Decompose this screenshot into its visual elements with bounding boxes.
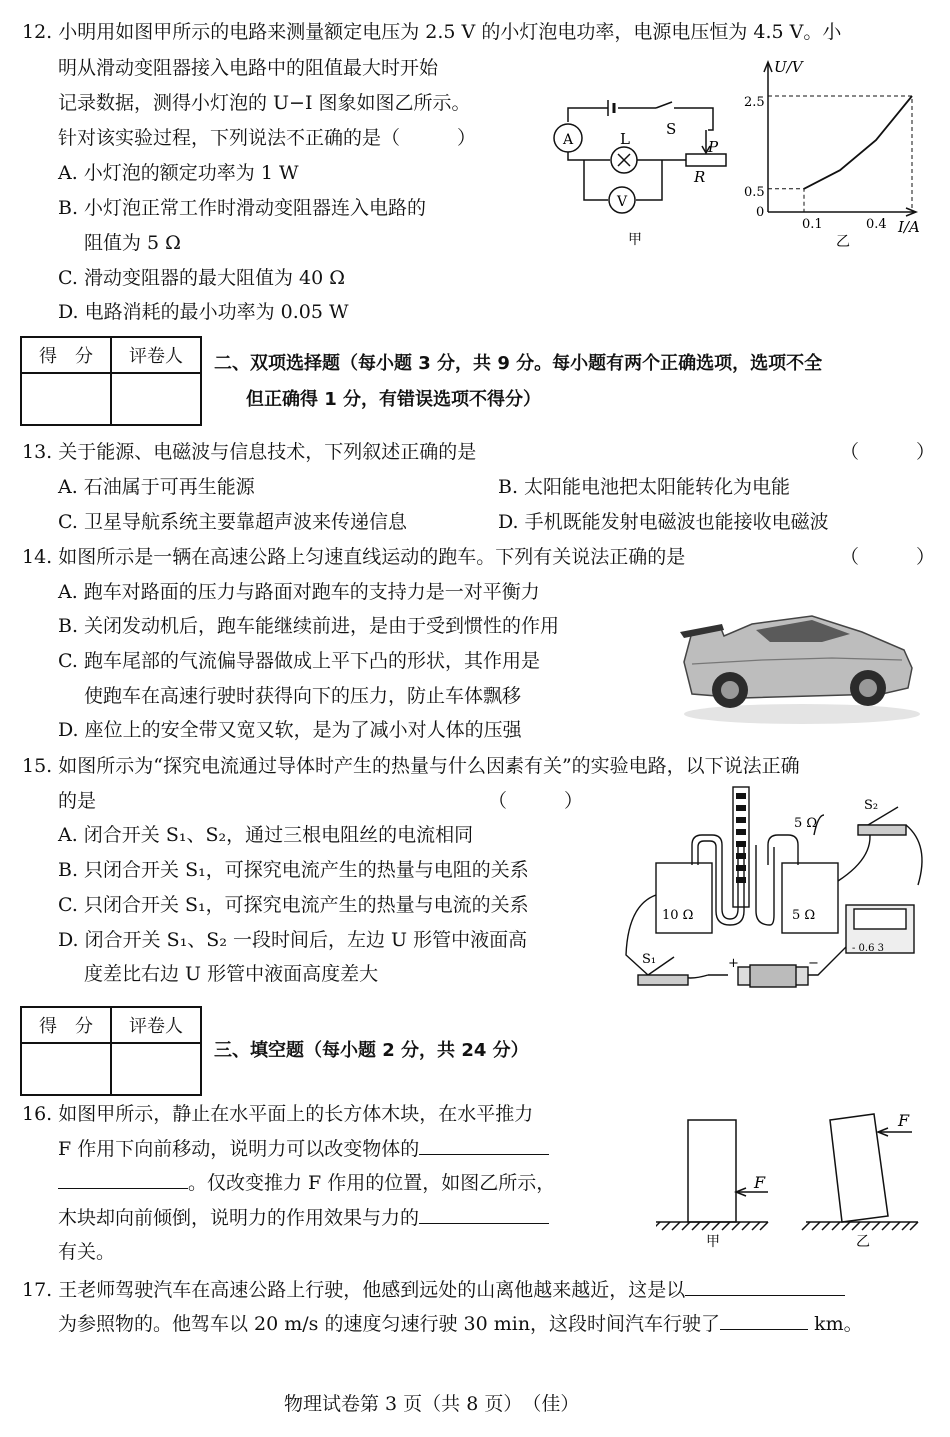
- score-box-section2: [20, 336, 202, 426]
- q16-line5: 有关。: [58, 1241, 116, 1263]
- block-caption-yi: 乙: [856, 1234, 870, 1250]
- score-box-section3: [20, 1006, 202, 1096]
- page-footer: 物理试卷第 3 页（共 8 页） （佳）: [284, 1393, 580, 1415]
- guide-line-high: [768, 96, 912, 212]
- circuit-diagram-jia: [548, 100, 728, 250]
- q16-blank-1-cont[interactable]: [58, 1170, 188, 1189]
- q15-option-a: A. 闭合开关 S₁、S₂，通过三根电阻丝的电流相同: [58, 824, 474, 846]
- grader-cell[interactable]: [111, 373, 201, 425]
- switch-s1-label: S₁: [642, 952, 657, 967]
- x-tick-0-1: 0.1: [802, 217, 823, 232]
- force-label-yi: F: [898, 1111, 910, 1130]
- q17-line2: 为参照物的。他驾车以 20 m/s 的速度匀速行驶 30 min，这段时间汽车行驶了: [58, 1313, 721, 1335]
- q15-option-c: C. 只闭合开关 S₁，可探究电流产生的热量与电流的关系: [58, 894, 529, 916]
- grader-header: 评卷人: [111, 1007, 201, 1043]
- q15-option-b: B. 只闭合开关 S₁，可探究电流产生的热量与电阻的关系: [58, 859, 529, 881]
- heating-experiment-diagram: [618, 785, 938, 995]
- slider-label: P: [708, 138, 719, 156]
- q14-option-d: D. 座位上的安全带又宽又软，是为了减小对人体的压强: [58, 719, 522, 741]
- q13-answer-paren[interactable]: （ ）: [840, 441, 936, 463]
- q16-blank-1[interactable]: [419, 1136, 549, 1155]
- y-tick-2-5: 2.5: [744, 95, 765, 110]
- q17-unit: km。: [814, 1313, 863, 1335]
- q16-line3: 。仅改变推力 F 作用的位置，如图乙所示，: [188, 1172, 556, 1194]
- q12-option-d: D. 电路消耗的最小功率为 0.05 W: [58, 301, 349, 323]
- q16-line2: F 作用下向前移动，说明力可以改变物体的: [58, 1138, 420, 1160]
- ui-curve-line: [804, 96, 912, 189]
- q12-option-c: C. 滑动变阻器的最大阻值为 40 Ω: [58, 267, 345, 289]
- q16-line3-wrap: [58, 1170, 555, 1195]
- q12-option-b-line1: B. 小灯泡正常工作时滑动变阻器连入电路的: [58, 197, 427, 219]
- score-header: 得 分: [21, 337, 111, 373]
- q15-option-d-line1: D. 闭合开关 S₁、S₂ 一段时间后，左边 U 形管中液面高: [58, 929, 528, 951]
- resistor-10-ohm-label: 10 Ω: [662, 908, 694, 923]
- y-tick-0-5: 0.5: [744, 185, 765, 200]
- q12-stem-line4: 针对该实验过程，下列说法不正确的是（ ）: [58, 127, 477, 149]
- q14-option-c-line2: 使跑车在高速行驶时获得向下的压力，防止车体飘移: [84, 685, 522, 707]
- q14-option-a: A. 跑车对路面的压力与路面对跑车的支持力是一对平衡力: [58, 581, 540, 603]
- q14-option-b: B. 关闭发动机后，跑车能继续前进，是由于受到惯性的作用: [58, 615, 560, 637]
- q14-stem: 14. 如图所示是一辆在高速公路上匀速直线运动的跑车。下列有关说法正确的是: [22, 546, 686, 568]
- switch-label: S: [666, 120, 677, 138]
- resistor-5-ohm-out-label: 5 Ω: [794, 816, 818, 831]
- voltmeter-label: V: [617, 194, 628, 210]
- x-axis-label: I/A: [898, 218, 920, 236]
- circuit-caption: 甲: [628, 232, 642, 248]
- force-label-jia: F: [754, 1173, 766, 1192]
- q13-option-a: A. 石油属于可再生能源: [58, 476, 255, 498]
- q13-option-d: D. 手机既能发射电磁波也能接收电磁波: [498, 511, 829, 533]
- switch-s2-label: S₂: [864, 798, 879, 813]
- q16-blank-2[interactable]: [419, 1205, 549, 1224]
- grader-cell[interactable]: [111, 1043, 201, 1095]
- graph-caption: 乙: [836, 234, 850, 250]
- q15-option-d-line2: 度差比右边 U 形管中液面高度差大: [84, 963, 379, 985]
- q16-line4-wrap: [58, 1205, 549, 1230]
- ammeter-terminal-label: - 0.6 3: [852, 943, 885, 954]
- y-axis-label: U/V: [774, 58, 803, 76]
- q17-line2-wrap: [58, 1311, 863, 1336]
- score-header: 得 分: [21, 1007, 111, 1043]
- q14-option-c-line1: C. 跑车尾部的气流偏导器做成上平下凸的形状，其作用是: [58, 650, 540, 672]
- q12-stem-line2: 明从滑动变阻器接入电路中的阻值最大时开始: [58, 57, 439, 79]
- q12-stem-line3: 记录数据，测得小灯泡的 U−I 图象如图乙所示。: [58, 92, 471, 114]
- score-cell[interactable]: [21, 1043, 111, 1095]
- q14-answer-paren[interactable]: （ ）: [840, 546, 936, 568]
- q16-line2-wrap: [58, 1136, 549, 1161]
- lamp-label: L: [620, 130, 630, 148]
- grader-header: 评卷人: [111, 337, 201, 373]
- sports-car-image: [672, 602, 922, 726]
- q17-line1: 17. 王老师驾驶汽车在高速公路上行驶，他感到远处的山离他越来越近，这是以: [22, 1279, 686, 1301]
- section2-title-line1: 二、双项选择题（每小题 3 分，共 9 分。每小题有两个正确选项，选项不全: [214, 353, 823, 374]
- q13-option-c: C. 卫星导航系统主要靠超声波来传递信息: [58, 511, 407, 533]
- q15-answer-paren[interactable]: （ ）: [488, 790, 584, 812]
- q17-blank-1[interactable]: [685, 1277, 845, 1296]
- ui-graph-yi: [738, 54, 938, 254]
- rheostat-label: R: [694, 168, 706, 186]
- section3-title: 三、填空题（每小题 2 分，共 24 分）: [214, 1040, 529, 1061]
- q12-option-a: A. 小灯泡的额定功率为 1 W: [58, 162, 299, 184]
- battery-plus-label: +: [728, 956, 739, 971]
- q17-blank-2[interactable]: [720, 1311, 808, 1330]
- q13-option-b: B. 太阳能电池把太阳能转化为电能: [498, 476, 791, 498]
- block-push-diagram: [656, 1104, 926, 1254]
- block-caption-jia: 甲: [706, 1234, 720, 1250]
- q15-stem-line1: 15. 如图所示为“探究电流通过导体时产生的热量与什么因素有关”的实验电路，以下说法正确: [22, 755, 800, 777]
- origin-label: 0: [756, 205, 765, 220]
- q17-line1-wrap: [22, 1277, 845, 1302]
- guide-line-low: [768, 189, 804, 212]
- ammeter-label: A: [563, 132, 574, 148]
- resistor-5-ohm-in-label: 5 Ω: [792, 908, 816, 923]
- section2-title-line2: 但正确得 1 分，有错误选项不得分）: [246, 389, 542, 410]
- score-cell[interactable]: [21, 373, 111, 425]
- x-tick-0-4: 0.4: [866, 217, 887, 232]
- q16-line4: 木块却向前倾倒，说明力的作用效果与力的: [58, 1207, 420, 1229]
- q15-stem-line2: 的是: [58, 790, 97, 812]
- q12-option-b-line2: 阻值为 5 Ω: [84, 232, 181, 254]
- q16-line1: 16. 如图甲所示，静止在水平面上的长方体木块，在水平推力: [22, 1103, 534, 1125]
- q12-stem-line1: 12. 小明用如图甲所示的电路来测量额定电压为 2.5 V 的小灯泡电功率，电源电压恒为 4.5 V。小: [22, 21, 842, 43]
- q13-stem: 13. 关于能源、电磁波与信息技术，下列叙述正确的是: [22, 441, 477, 463]
- battery-minus-label: −: [808, 956, 819, 971]
